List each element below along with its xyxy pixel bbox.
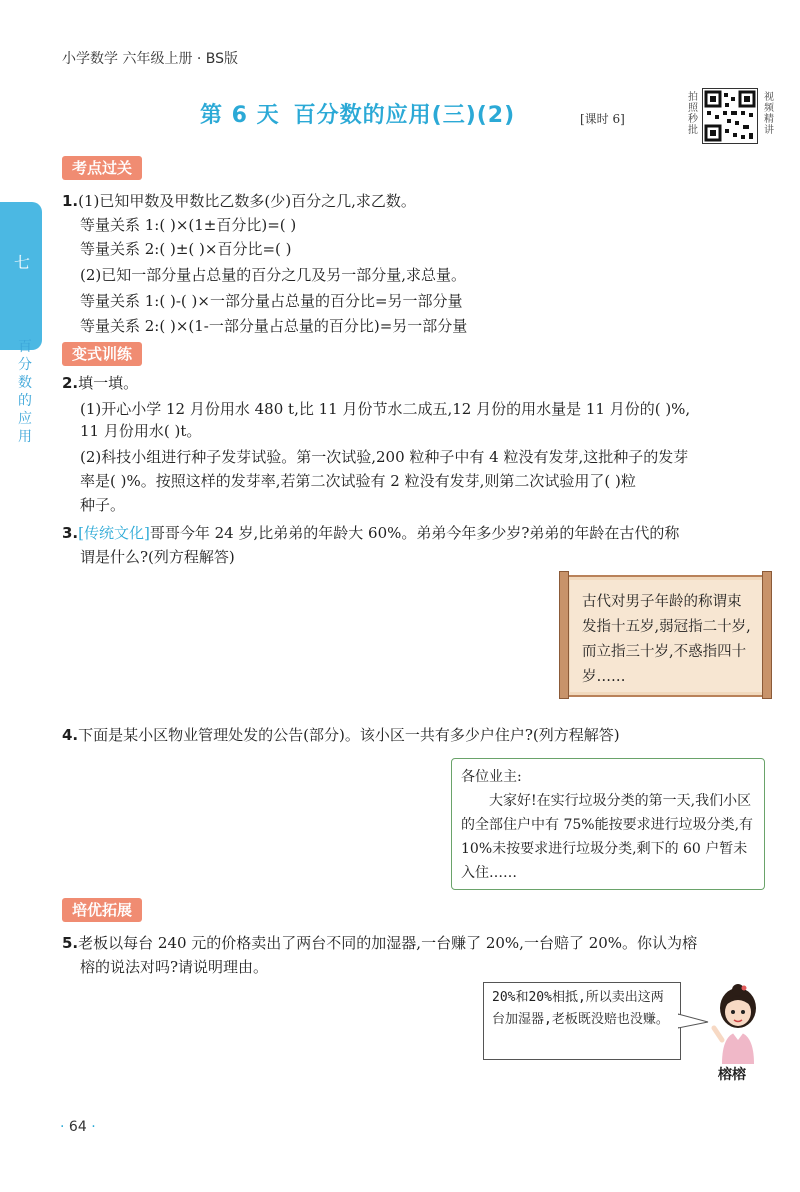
scroll-text: 古代对男子年龄的称谓束发指十五岁,弱冠指二十岁,而立指三十岁,不惑指四十岁……: [582, 594, 751, 685]
scroll-roller-right: [762, 571, 772, 699]
q2-line5: 种子。: [80, 496, 126, 514]
section-peiyou: 培优拓展: [62, 898, 142, 922]
q5-line1: [62, 932, 697, 954]
q1-text-1: (1)已知甲数及甲数比乙数多(少)百分之几,求乙数。: [78, 192, 416, 210]
q2-title-line: [62, 372, 138, 394]
speech-bubble-tail: [678, 1012, 710, 1032]
q5-text-1: 老板以每台 240 元的价格卖出了两台不同的加湿器,一台赚了 20%,一台赔了 20%。你认为榕: [78, 934, 698, 952]
q5-number: 5.: [62, 934, 79, 952]
page-title: [200, 98, 515, 129]
q3-text-1: 哥哥今年 24 岁,比弟弟的年龄大 60%。弟弟今年多少岁?弟弟的年龄在古代的称: [149, 524, 680, 542]
q4-line1: [62, 724, 620, 746]
book-header: 小学数学 六年级上册 · BS版: [62, 51, 239, 67]
q3-line1: [62, 522, 679, 544]
q1-line2: 等量关系 1:( )×(1±百分比)=( ): [80, 216, 297, 234]
unit-side-tab: [0, 202, 42, 350]
notice-text: [461, 765, 759, 885]
character-name: 榕榕: [718, 1067, 746, 1083]
q1-line3: 等量关系 2:( )±( )×百分比=( ): [80, 240, 292, 258]
q3-line2: 谓是什么?(列方程解答): [80, 548, 235, 566]
bubble-text: 20%和20%相抵,所以卖出这两台加湿器,老板既没赔也没赚。: [492, 990, 669, 1027]
page-number: · 64 ·: [60, 1119, 96, 1135]
qr-code-icon[interactable]: [702, 88, 758, 144]
lesson-tag: [课时 6]: [580, 112, 625, 126]
notice-body: 大家好!在实行垃圾分类的第一天,我们小区的全部住户中有 75%能按要求进行垃圾分类,有 10%未按要求进行垃圾分类,剩下的 60 户暂未入住……: [461, 793, 754, 881]
section-bianshi: 变式训练: [62, 342, 142, 366]
q4-number: 4.: [62, 726, 79, 744]
q1-line5: 等量关系 1:( )-( )×一部分量占总量的百分比=另一部分量: [80, 292, 463, 310]
notice-greeting: 各位业主:: [461, 769, 522, 785]
q3-number: 3.: [62, 524, 79, 542]
q3-tag: [传统文化]: [78, 524, 150, 542]
unit-number: 七: [14, 253, 31, 272]
section-kaodian: 考点过关: [62, 156, 142, 180]
q1-line6: 等量关系 2:( )×(1-一部分量占总量的百分比)=另一部分量: [80, 317, 468, 335]
q2-line3: (2)科技小组进行种子发芽试验。第一次试验,200 粒种子中有 4 粒没有发芽,这批种子的发芽: [80, 448, 689, 466]
q1-number: 1.: [62, 192, 79, 210]
q2-line2: 11 月份用水( )t。: [80, 422, 202, 440]
q1-line4: (2)已知一部分量占总量的百分之几及另一部分量,求总量。: [80, 266, 467, 284]
scroll-roller-left: [559, 571, 569, 699]
topic-label: 百分数的应用(三)(2): [293, 103, 516, 128]
q1-line1: [62, 190, 416, 212]
q2-number: 2.: [62, 374, 79, 392]
q4-text-1: 下面是某小区物业管理处发的公告(部分)。该小区一共有多少户住户?(列方程解答): [78, 726, 620, 744]
day-label: 第 6 天: [200, 103, 280, 128]
q2-line1: (1)开心小学 12 月份用水 480 t,比 11 月份节水二成五,12 月份的用水量是 11 月份的( )%,: [80, 400, 691, 418]
girl-character-icon: [708, 984, 768, 1064]
q2-line4: 率是( )%。按照这样的发芽率,若第二次试验有 2 粒没有发芽,则第二次试验用了( )粒: [80, 472, 636, 490]
qr-left-label: 拍照秒批: [688, 92, 698, 136]
qr-right-label: 视频精讲: [764, 92, 774, 136]
q2-title: 填一填。: [78, 374, 139, 392]
unit-subject: 百分数的应用: [18, 339, 32, 445]
q5-line2: 榕的说法对吗?请说明理由。: [80, 958, 269, 976]
